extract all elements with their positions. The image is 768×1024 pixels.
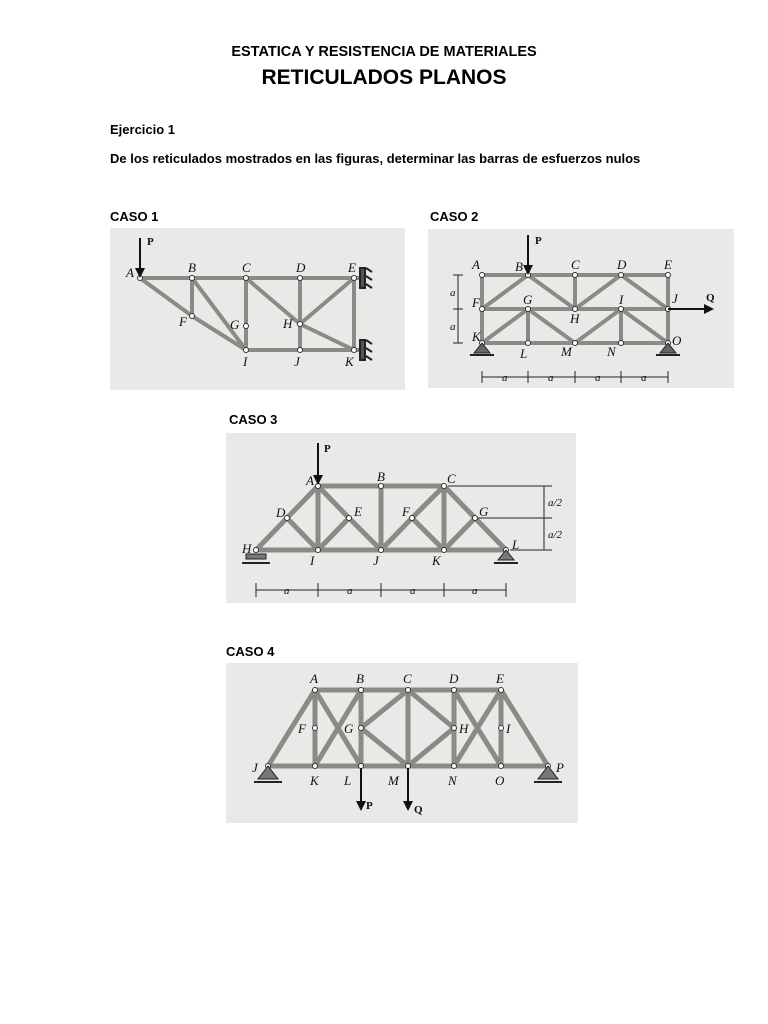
node-label-k: K	[345, 354, 354, 369]
node-label-j: J	[672, 291, 678, 306]
node-label-m: M	[561, 344, 572, 359]
node-label-f: F	[472, 295, 480, 310]
node-label-b: B	[188, 260, 196, 275]
node-label-b: B	[377, 469, 385, 484]
case-1-label: CASO 1	[110, 209, 159, 224]
case-2-label: CASO 2	[430, 209, 479, 224]
case-2-load-p: P	[535, 235, 542, 247]
node-label-g: G	[344, 721, 354, 736]
node-label-d: D	[449, 671, 459, 686]
node-label-c: C	[447, 471, 456, 486]
node-label-b: B	[356, 671, 364, 686]
dim-a-1: a	[284, 585, 290, 597]
node-label-d: D	[276, 505, 286, 520]
dim-a-2: a	[347, 585, 353, 597]
course-title: ESTATICA Y RESISTENCIA DE MATERIALES	[231, 44, 537, 60]
node-label-h: H	[570, 311, 580, 326]
case-2-load-q: Q	[706, 292, 715, 304]
node-label-j: J	[373, 553, 379, 568]
node-label-d: D	[296, 260, 306, 275]
node-label-k: K	[472, 329, 481, 344]
node-label-c: C	[571, 257, 580, 272]
node-label-f: F	[298, 721, 306, 736]
node-label-i: I	[619, 292, 624, 307]
dim-a-half-1: a/2	[548, 497, 563, 509]
node-label-o: O	[495, 773, 505, 788]
dim-a-4: a	[472, 585, 478, 597]
dim-a-3: a	[410, 585, 416, 597]
node-label-e: E	[496, 671, 504, 686]
node-label-e: E	[348, 260, 356, 275]
node-label-e: E	[354, 504, 362, 519]
dim-a-2: a	[548, 372, 554, 384]
case-1-figure	[110, 228, 405, 390]
dim-a-half-2: a/2	[548, 529, 563, 541]
node-label-h: H	[283, 316, 293, 331]
node-label-g: G	[479, 504, 489, 519]
node-label-b: B	[515, 259, 523, 274]
node-label-i: I	[506, 721, 511, 736]
node-label-o: O	[672, 333, 682, 348]
node-label-g: G	[523, 292, 533, 307]
dim-a-4: a	[641, 372, 647, 384]
node-label-l: L	[344, 773, 352, 788]
node-label-a: A	[306, 473, 314, 488]
node-label-h: H	[459, 721, 469, 736]
exercise-label: Ejercicio 1	[110, 122, 176, 137]
node-label-a: A	[472, 257, 480, 272]
node-label-f: F	[402, 504, 410, 519]
node-label-c: C	[403, 671, 412, 686]
node-label-k: K	[432, 553, 441, 568]
exercise-statement: De los reticulados mostrados en las figuras, determinar las barras de esfuerzos nulos	[110, 151, 641, 166]
node-label-l: L	[512, 537, 520, 552]
node-label-g: G	[230, 317, 240, 332]
page-title: RETICULADOS PLANOS	[261, 66, 507, 89]
node-label-i: I	[243, 354, 248, 369]
node-label-k: K	[310, 773, 319, 788]
node-label-f: F	[179, 314, 187, 329]
node-label-h: H	[242, 541, 252, 556]
case-1-load-p: P	[147, 236, 154, 248]
case-4-label: CASO 4	[226, 644, 275, 659]
case-1-truss	[110, 228, 405, 390]
node-label-m: M	[388, 773, 399, 788]
case-3-label: CASO 3	[229, 412, 278, 427]
node-label-n: N	[607, 344, 616, 359]
case-3-figure	[226, 433, 576, 603]
node-label-c: C	[242, 260, 251, 275]
case-2-truss	[428, 229, 734, 388]
node-label-l: L	[520, 346, 528, 361]
node-label-i: I	[310, 553, 315, 568]
case-3-truss	[226, 433, 576, 603]
dim-a-3: a	[595, 372, 601, 384]
case-4-load-q: Q	[414, 804, 423, 816]
node-label-n: N	[448, 773, 457, 788]
node-label-j: J	[252, 760, 258, 775]
case-3-load-p: P	[324, 443, 331, 455]
node-label-e: E	[664, 257, 672, 272]
case-4-figure	[226, 663, 578, 823]
case-4-load-p: P	[366, 800, 373, 812]
node-label-d: D	[617, 257, 627, 272]
node-label-j: J	[294, 354, 300, 369]
case-4-truss	[226, 663, 578, 823]
dim-a-1: a	[502, 372, 508, 384]
node-label-p: P	[556, 760, 564, 775]
dim-a-v1: a	[450, 287, 456, 299]
case-2-figure	[428, 229, 734, 388]
dim-a-v2: a	[450, 321, 456, 333]
node-label-a: A	[310, 671, 318, 686]
node-label-a: A	[126, 265, 134, 280]
